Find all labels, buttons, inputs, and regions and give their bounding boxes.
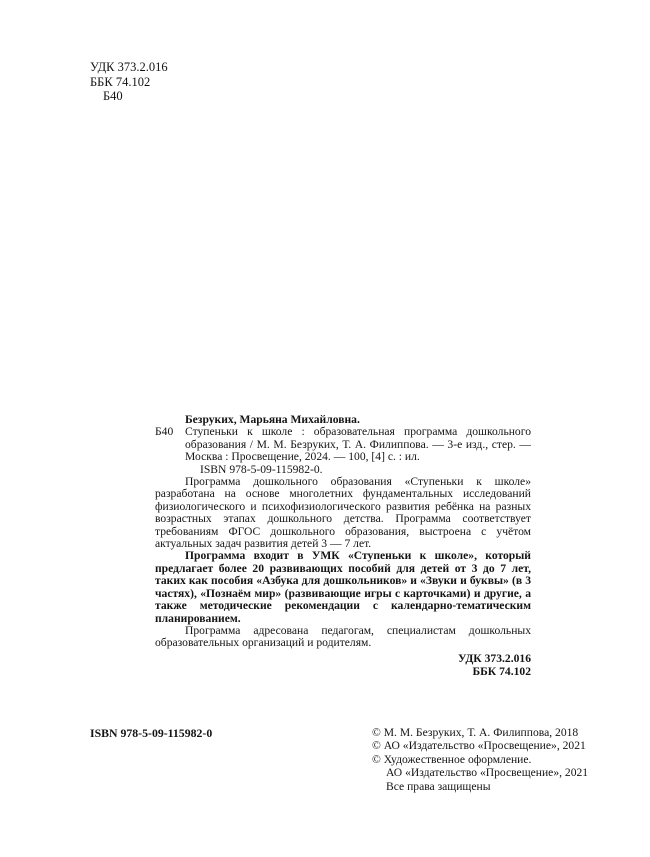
copyright-block: [372, 726, 588, 793]
copyright-line: © Художественное оформление.: [372, 752, 532, 766]
copyright-line: АО «Издательство «Просвещение», 2021: [386, 766, 589, 780]
annotation-paragraph-2: Программа входит в УМК «Ступеньки к школе», который предлагает более 20 развивающих пособий для детей от 3 до 7 лет, таких как пособия «Азбука для дошкольников» и «Звуки и буквы» (в 3 частях), «Познаём мир» (развивающие игры с карточками) и другие, а также методические рекомендации с календарно-тематическим планированием.: [155, 549, 531, 625]
bbk-top: ББК 74.102: [90, 74, 151, 89]
author-sign-margin: Б40: [155, 425, 174, 439]
bibliographic-entry: [155, 426, 531, 463]
copyright-line: © М. М. Безруких, Т. А. Филиппова, 2018: [372, 726, 579, 739]
annotation-paragraph-3: Программа адресована педагогам, специалистам дошкольных образовательных организаций и родителям.: [155, 623, 531, 650]
bibliographic-description: Ступеньки к школе : образовательная программа дошкольного образования / М. М. Безруких, Т. А. Филиппова. — 3-е изд., стер. — Москва : Просвещение, 2024. — 100, [4] с. : ил.: [185, 425, 531, 464]
author-sign-top: Б40: [103, 89, 123, 103]
udk-top: УДК 373.2.016: [90, 60, 168, 74]
classification-block-right: [155, 652, 531, 679]
footer-isbn: ISBN 978-5-09-115982-0: [90, 726, 213, 740]
copyright-line: © АО «Издательство «Просвещение», 2021: [372, 739, 586, 753]
isbn-line: ISBN 978-5-09-115982-0.: [200, 462, 323, 476]
copyright-line: Все права защищены: [386, 779, 491, 793]
udk-right: УДК 373.2.016: [458, 651, 531, 665]
catalog-card: [155, 414, 531, 679]
bbk-right: ББК 74.102: [472, 665, 531, 679]
author-heading: Безруких, Марьяна Михайловна.: [185, 413, 360, 426]
annotation-paragraph-1: Программа дошкольного образования «Ступеньки к школе» разработана на основе многолетних фундаментальных исследований физиологического и психофизиологического развития ребёнка на разных возрастных этапах дошкольного детства. Программа соответствует требованиям ФГОС дошкольного образования, выстроена с учётом актуальных задач развития детей 3 — 7 лет.: [155, 475, 531, 551]
classification-block-top: [90, 60, 168, 104]
